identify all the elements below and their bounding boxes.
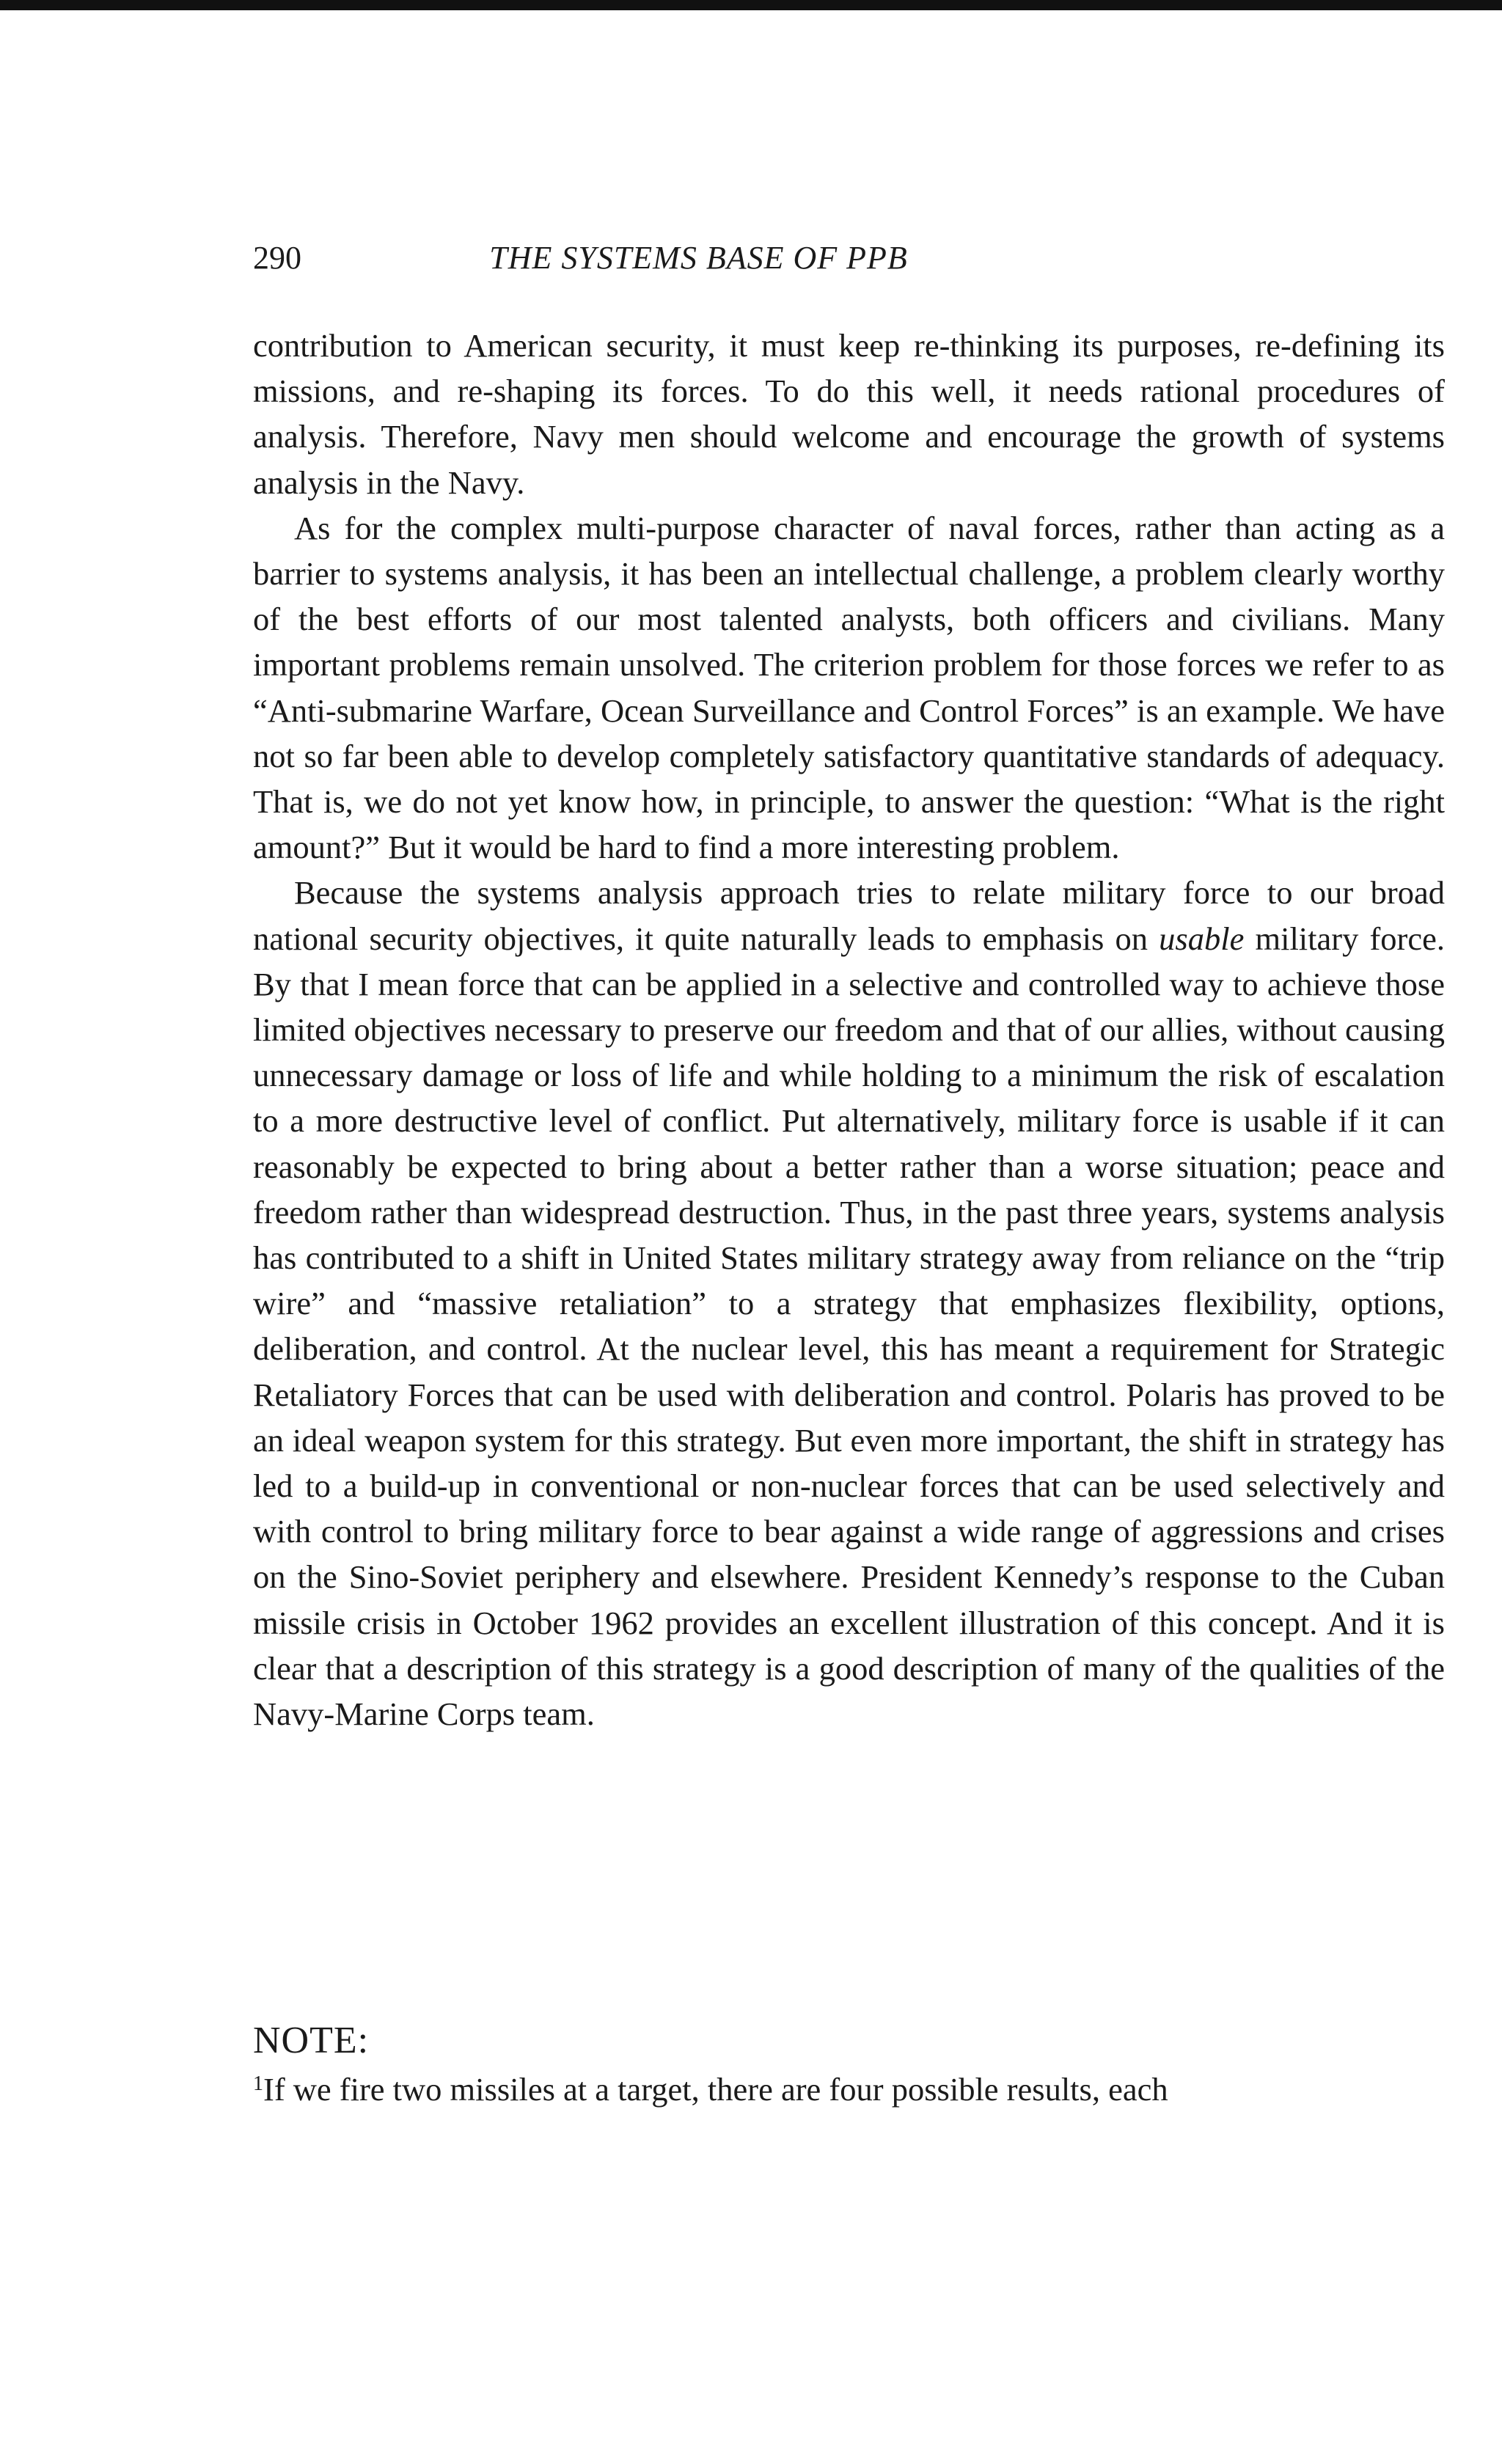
footnote-text: If we fire two missiles at a target, there are four possible results, each xyxy=(263,2071,1168,2108)
page-header xyxy=(253,236,1445,280)
note-heading: NOTE: xyxy=(253,2020,370,2061)
top-rule xyxy=(0,0,1502,10)
paragraph-1: contribution to American security, it must keep re-thinking its purposes, re-defining its missions, and re-shaping its forces. To do this well, it needs rational procedures of analysis. Therefore, Navy men should welcome and encourage the growth of systems analysis in the Navy. xyxy=(253,327,1445,501)
footnote xyxy=(253,2067,1445,2112)
running-head: THE SYSTEMS BASE OF PPB xyxy=(489,240,908,276)
paragraph-3-rest: military force. By that I mean force that can be applied in a selective and controlled way to achieve those limited objectives necessary to preserve our freedom and that of our allies, without causing unnecessary damage or loss of life and while holding to a minimum the risk of escalation to a more destructive level of conflict. Put alternatively, military force is usable if it can reasonably be expected to bring about a better rather than a worse situation; peace and freedom rather than widespread destruction. Thus, in the past three years, systems analysis has contributed to a shift in United States military strategy away from reliance on the “trip wire” and “massive retaliation” to a strategy that emphasizes flexibility, options, deliberation, and control. At the nuclear level, this has meant a requirement for Strategic Retaliatory Forces that can be used with deliberation and control. Polaris has proved to be an ideal weapon system for this strategy. But even more important, the shift in strategy has led to a build-up in conventional or non-nuclear forces that can be used selectively and with control to bring military force to bear against a wide range of aggressions and crises on the Sino-Soviet periphery and elsewhere. President Kennedy’s response to the Cuban missile crisis in October 1962 provides an excellent illustration of this concept. And it is clear that a description of this strategy is a good description of many of the qualities of the Navy-Marine Corps team. xyxy=(253,920,1446,1733)
footnote-marker: 1 xyxy=(253,2072,263,2095)
paragraph-2: As for the complex multi-purpose character of naval forces, rather than acting as a barrier to systems analysis, it has been an intellectual challenge, a problem clearly worthy of the best efforts of our most talented analysts, both officers and civilians. Many important problems remain unsolved. The criterion problem for those forces we refer to as “Anti-submarine Warfare, Ocean Surveillance and Control Forces” is an example. We have not so far been able to develop completely satisfactory quantitative standards of adequacy. That is, we do not yet know how, in principle, to answer the question: “What is the right amount?” But it would be hard to find a more interesting problem. xyxy=(253,509,1445,866)
paragraph-3 xyxy=(253,870,1445,1737)
page-number: 290 xyxy=(253,240,301,276)
emphasis-usable: usable xyxy=(1159,920,1245,957)
body-text xyxy=(253,323,1445,1737)
paragraph-3-start: Because the systems analysis approach tries to relate military force to our broad national security objectives, it quite naturally leads to emphasis on xyxy=(253,874,1445,957)
